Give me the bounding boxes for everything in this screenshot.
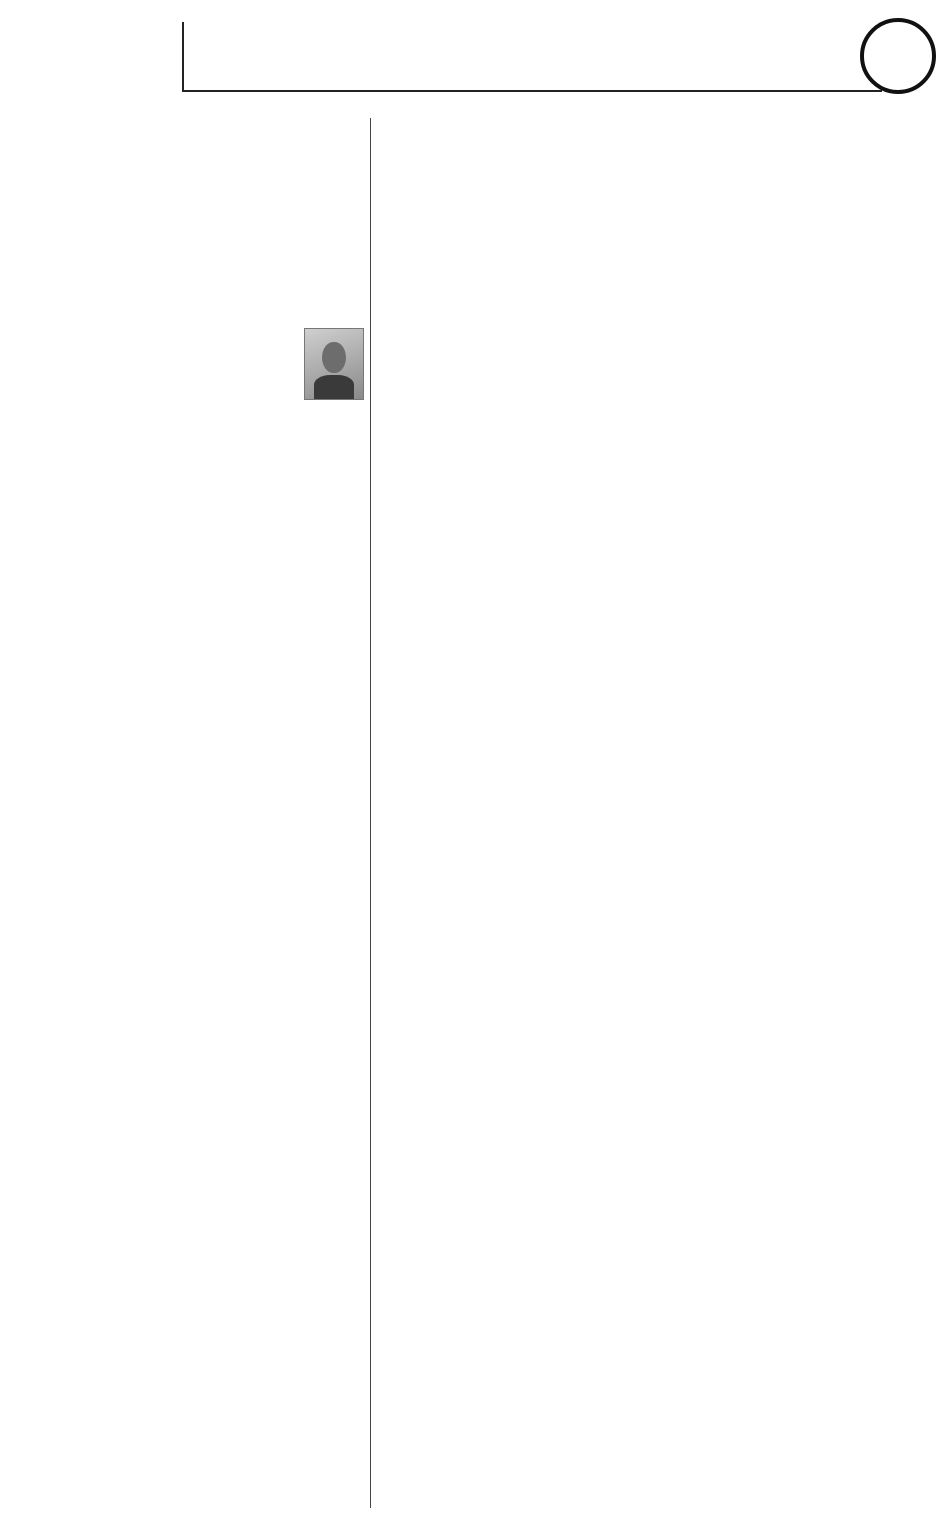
article-body-block <box>16 1024 364 1508</box>
article-body-block <box>16 446 364 578</box>
person-photo <box>304 328 364 400</box>
lead-kicker-block <box>376 118 630 148</box>
article-body-block <box>16 580 364 670</box>
article-body-block <box>16 118 364 293</box>
masthead-rule <box>182 90 882 92</box>
article-body-block <box>16 672 364 794</box>
column-divider <box>370 118 371 1508</box>
masthead <box>0 0 945 118</box>
article-body-block <box>16 902 364 1022</box>
article-body-block <box>16 796 364 900</box>
masthead-divider <box>182 22 184 90</box>
page-number-badge <box>860 18 936 94</box>
article-body-block <box>16 296 364 444</box>
